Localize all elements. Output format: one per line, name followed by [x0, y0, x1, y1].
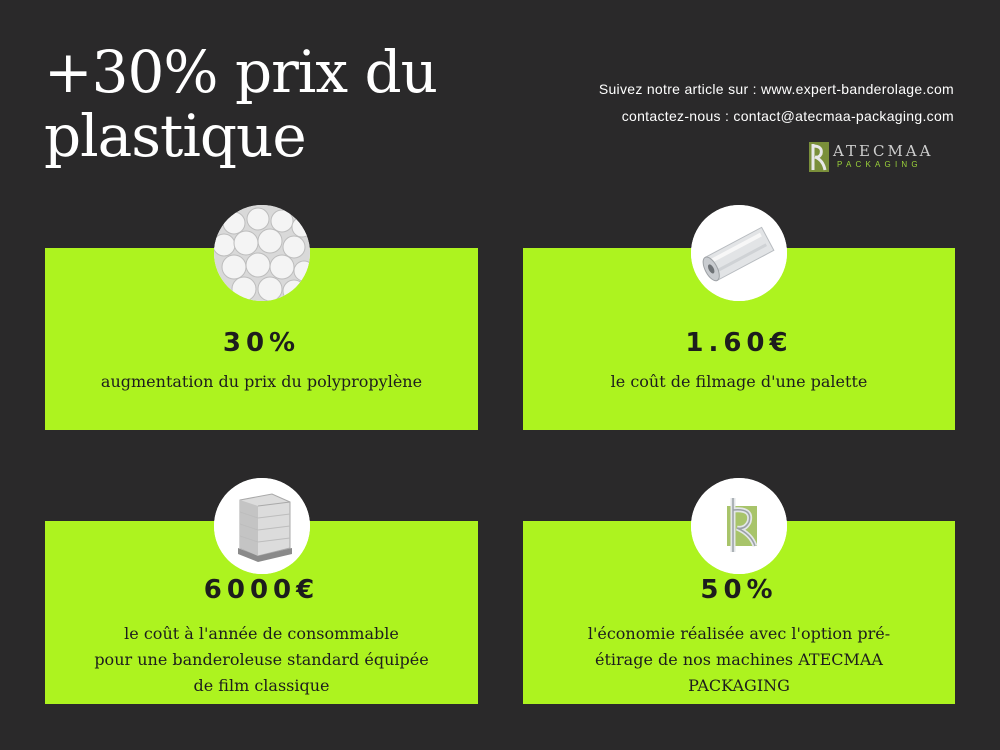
description-line: le coût de filmage d'une palette [610, 372, 868, 391]
description-line: le coût à l'année de consommable [124, 624, 399, 643]
description-line: de film classique [193, 676, 330, 695]
stretch-film-roll-icon [691, 205, 787, 301]
plastic-pellets-icon [214, 205, 310, 301]
description-line: augmentation du prix du polypropylène [100, 372, 423, 391]
title-line-1: +30% prix du [44, 38, 437, 106]
contact-email-text[interactable]: contactez-nous : contact@atecmaa-packaging.com [621, 108, 954, 124]
stat-description [45, 369, 478, 395]
stat-value: 50% [700, 575, 778, 605]
description-line: PACKAGING [688, 676, 790, 695]
wrapped-pallet-icon [214, 478, 310, 574]
stat-description [45, 621, 478, 699]
stat-value: 30% [222, 328, 301, 358]
atecmaa-logo [807, 140, 952, 174]
description-line: étirage de nos machines ATECMAA [595, 650, 883, 669]
logo-subtitle: PACKAGING [837, 160, 922, 169]
stat-description [523, 621, 955, 699]
article-link-text[interactable]: Suivez notre article sur : www.expert-banderolage.com [598, 81, 954, 97]
stat-value: 1.60€ [685, 328, 793, 358]
atecmaa-logo-icon [691, 478, 787, 574]
stat-description [523, 369, 955, 395]
description-line: pour une banderoleuse standard équipée [94, 650, 429, 669]
title-line-2: plastique [44, 102, 306, 170]
logo-mark-icon [807, 140, 831, 174]
logo-wordmark: ATECMAA [833, 142, 934, 160]
description-line: l'économie réalisée avec l'option pré- [587, 624, 891, 643]
stat-value: 6000€ [203, 575, 320, 605]
page-title [44, 40, 504, 168]
